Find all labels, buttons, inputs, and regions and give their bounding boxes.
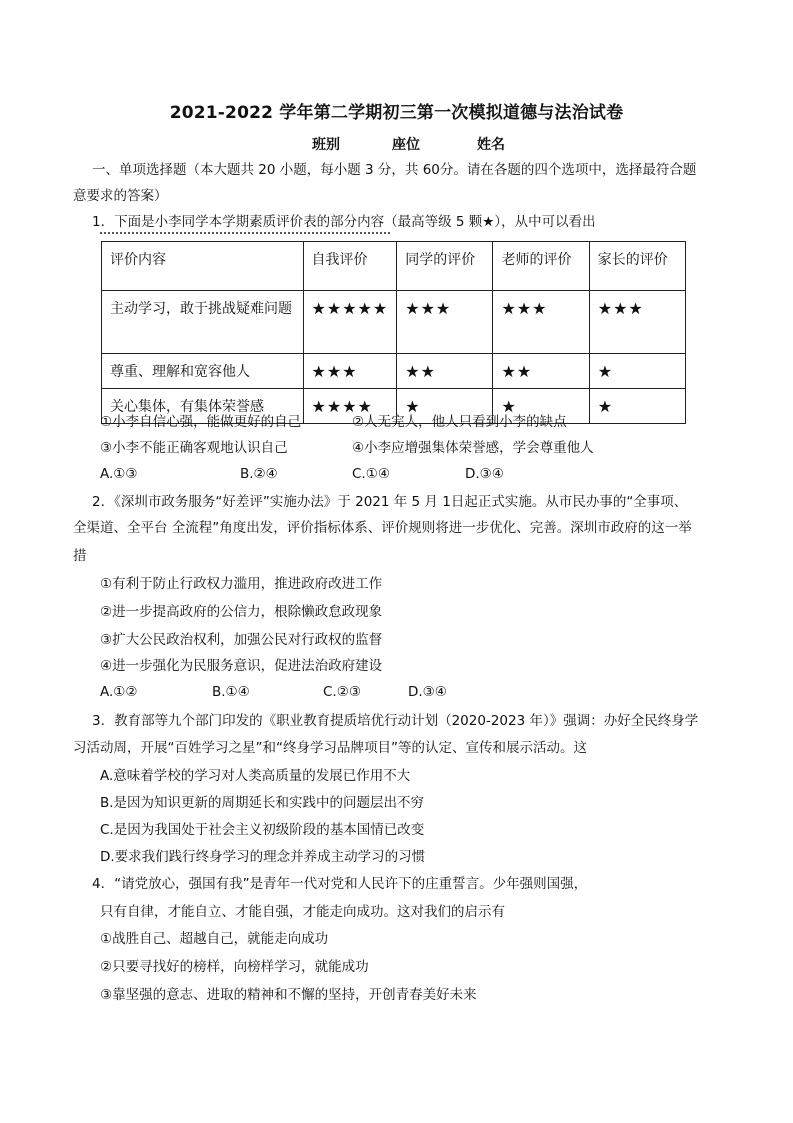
table-cell-parent-rating: ★★★: [589, 291, 685, 354]
q3-option-b[interactable]: B.是因为知识更新的周期延长和实践中的问题层出不穷: [100, 795, 425, 811]
table-row: [102, 354, 686, 389]
q2-choice-b[interactable]: B.①④: [212, 684, 250, 700]
table-cell-self-rating: ★★★★: [303, 389, 397, 424]
table-cell-parent-rating: ★: [589, 354, 685, 389]
table-row: [102, 291, 686, 354]
table-cell-self-rating: ★★★: [303, 354, 397, 389]
q1-stem: 1．下面是小李同学本学期素质评价表的部分内容（最高等级 5 颗★），从中可以看出: [92, 214, 596, 230]
q3-option-d[interactable]: D.要求我们践行终身学习的理念并养成主动学习的习惯: [100, 849, 426, 865]
section-header-line2: 意要求的答案）: [73, 188, 168, 204]
q1-statement-3: ③小李不能正确客观地认识自己: [100, 440, 288, 456]
table-header-cell: 自我评价: [303, 242, 397, 291]
q3-stem-line1: 3．教育部等九个部门印发的《职业教育提质培优行动计划（2020-2023 年）》强调：办好全民终身学: [92, 713, 699, 729]
exam-title: 2021-2022 学年第二学期初三第一次模拟道德与法治试卷: [169, 103, 624, 123]
table-header-cell: 评价内容: [102, 242, 304, 291]
table-header-row: [102, 242, 686, 291]
q2-stem-line3: 措: [73, 548, 87, 564]
q4-statement-2: ②只要寻找好的榜样，向榜样学习，就能成功: [100, 959, 369, 975]
q2-stem-line1: 2．《深圳市政务服务“好差评”实施办法》于 2021 年 5 月 1日起正式实施。从市民办事的“全事项、: [92, 494, 688, 510]
q1-statement-2: ②人无完人，他人只看到小李的缺点: [352, 414, 567, 430]
seat-field-label: 座位: [392, 137, 420, 153]
q2-choice-a[interactable]: A.①②: [100, 684, 138, 700]
class-field-label: 班别: [312, 137, 340, 153]
q2-statement-1: ①有利于防止行政权力滥用，推进政府改进工作: [100, 576, 383, 592]
table-cell-peer-rating: ★★: [397, 354, 493, 389]
table-cell-teacher-rating: ★★: [493, 354, 589, 389]
q1-choice-a[interactable]: A.①③: [100, 466, 138, 482]
q4-stem-line2: 只有自律，才能自立、才能自强，才能走向成功。这对我们的启示有: [100, 904, 505, 920]
q3-option-a[interactable]: A.意味着学校的学习对人类高质量的发展已作用不大: [100, 768, 411, 784]
q4-statement-1: ①战胜自己、超越自己，就能走向成功: [100, 931, 329, 947]
q2-statement-3: ③扩大公民政治权利，加强公民对行政权的监督: [100, 632, 383, 648]
q2-stem-line2: 全渠道、全平台 全流程”角度出发，评价指标体系、评价规则将进一步优化、完善。深圳市政府的这一举: [73, 520, 692, 536]
table-cell-parent-rating: ★: [589, 389, 685, 424]
q3-stem-line2: 习活动周，开展“百姓学习之星”和“终身学习品牌项目”等的认定、宣传和展示活动。这: [73, 740, 587, 756]
q3-option-c[interactable]: C.是因为我国处于社会主义初级阶段的基本国情已改变: [100, 822, 425, 838]
table-cell-item: 主动学习，敢于挑战疑难问题: [102, 291, 304, 354]
table-header-cell: 老师的评价: [493, 242, 589, 291]
table-cell-self-rating: ★★★★★: [303, 291, 397, 354]
q2-statement-2: ②进一步提高政府的公信力，根除懒政怠政现象: [100, 604, 383, 620]
table-cell-item: 关心集体，有集体荣誉感: [102, 389, 304, 424]
name-field-label: 姓名: [477, 137, 505, 153]
table-cell-teacher-rating: ★: [493, 389, 589, 424]
table-cell-peer-rating: ★: [397, 389, 493, 424]
q4-statement-3: ③靠坚强的意志、进取的精神和不懈的坚持，开创青春美好未来: [100, 987, 477, 1003]
q2-choice-c[interactable]: C.②③: [323, 684, 361, 700]
table-header-cell: 家长的评价: [589, 242, 685, 291]
q1-choice-b[interactable]: B.②④: [240, 466, 278, 482]
q4-stem-line1: 4．“请党放心，强国有我”是青年一代对党和人民许下的庄重誓言。少年强则国强，: [92, 876, 588, 892]
section-header-line1: 一、单项选择题（本大题共 20 小题，每小题 3 分，共 60分。请在各题的四个选项中，选择最符合题: [92, 162, 697, 178]
table-header-cell: 同学的评价: [397, 242, 493, 291]
table-cell-peer-rating: ★★★: [397, 291, 493, 354]
q2-choice-d[interactable]: D.③④: [408, 684, 447, 700]
q2-statement-4: ④进一步强化为民服务意识，促进法治政府建设: [100, 658, 383, 674]
table-cell-item: 尊重、理解和宽容他人: [102, 354, 304, 389]
q1-statement-1: ①小李自信心强，能做更好的自己: [100, 414, 302, 430]
q1-statement-4: ④小李应增强集体荣誉感，学会尊重他人: [352, 440, 594, 456]
q1-choice-c[interactable]: C.①④: [352, 466, 390, 482]
q1-choice-d[interactable]: D.③④: [465, 466, 504, 482]
table-cell-teacher-rating: ★★★: [493, 291, 589, 354]
q1-evaluation-table: [101, 241, 686, 424]
